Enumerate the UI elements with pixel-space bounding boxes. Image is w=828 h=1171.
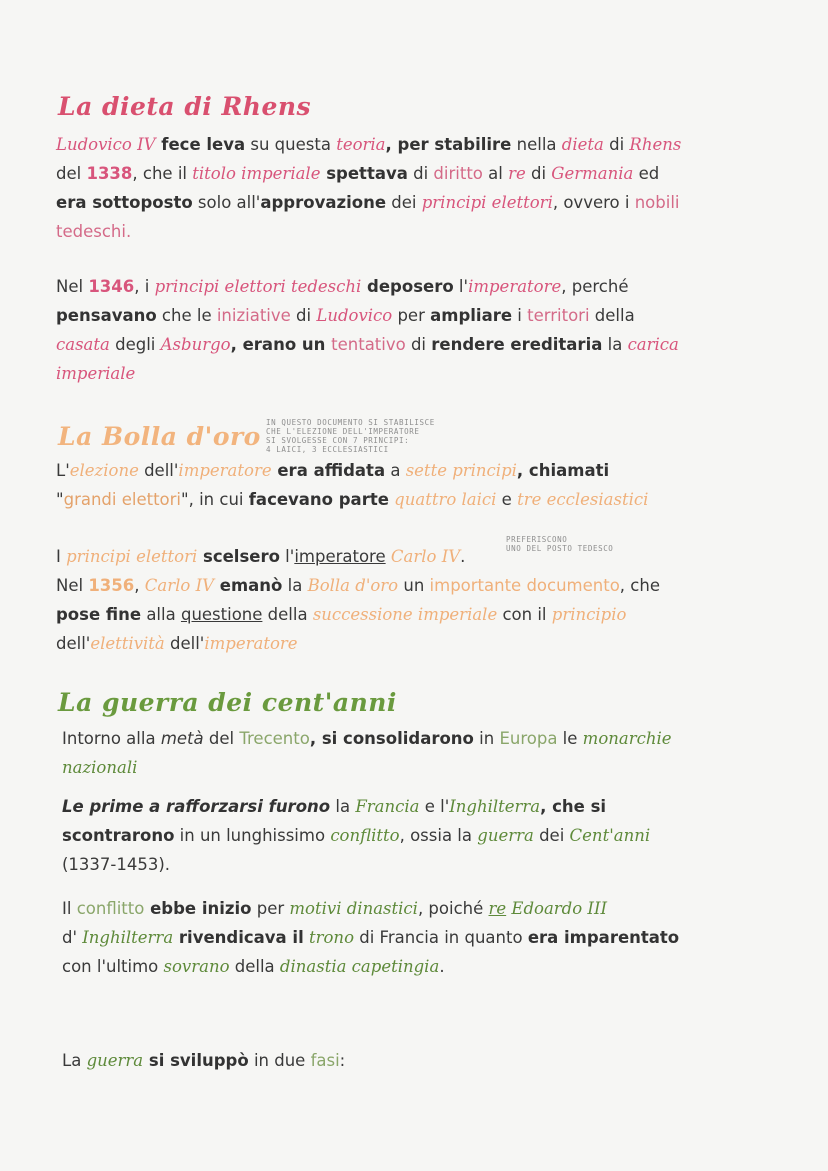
text-span: dieta: [561, 135, 604, 154]
text-span: imperatore: [468, 277, 562, 296]
text-span: , che il: [132, 164, 193, 183]
text-span: per: [392, 306, 431, 325]
text-span: I: [56, 547, 67, 566]
text-span: che le: [156, 306, 217, 325]
paragraph-bolla-2: [56, 542, 776, 658]
text-span: Inghilterra: [449, 797, 541, 816]
text-span: , si consolidarono: [309, 729, 474, 748]
text-span: la: [602, 335, 628, 354]
text-span: rivendicava il: [173, 928, 304, 947]
text-span: Cent'anni: [569, 826, 651, 845]
text-span: tentativo: [331, 335, 406, 354]
text-span: , ossia la: [399, 826, 478, 845]
text-span: Nel: [56, 576, 89, 595]
text-span: in due: [248, 1051, 311, 1070]
text-span: facevano parte: [248, 490, 389, 509]
text-span: solo all': [192, 193, 261, 212]
text-span: principi elettori tedeschi: [154, 277, 362, 296]
text-span: della: [262, 605, 313, 624]
text-span: trono: [308, 928, 354, 947]
text-span: monarchie: [582, 729, 672, 748]
text-span: principi elettori: [421, 193, 553, 212]
text-span: Carlo IV: [144, 576, 215, 595]
text-span: era imparentato: [527, 928, 680, 947]
text-span: per: [251, 899, 290, 918]
text-span: di: [603, 135, 630, 154]
text-span: , erano un: [230, 335, 332, 354]
text-span: metà: [160, 729, 204, 748]
text-span: , perché: [561, 277, 629, 296]
text-span: Inghilterra: [82, 928, 174, 947]
text-span: 1338: [86, 164, 133, 183]
handwritten-note-preferiscono: PREFERISCONO UNO DEL POSTO TEDESCO: [506, 535, 614, 553]
paragraph-guerra-1: [62, 724, 777, 782]
text-span: guerra: [86, 1051, 144, 1070]
text-span: di: [407, 164, 434, 183]
text-span: deposero: [361, 277, 454, 296]
text-span: pose fine: [56, 605, 142, 624]
text-span: e: [496, 490, 518, 509]
text-span: Intorno alla: [62, 729, 161, 748]
text-span: Nel: [56, 277, 89, 296]
text-span: sovrano: [163, 957, 230, 976]
text-span: dinastia capetingia: [279, 957, 440, 976]
text-span: conflitto: [330, 826, 400, 845]
text-span: ": [56, 490, 64, 509]
text-span: approvazione: [260, 193, 387, 212]
text-span: di: [290, 306, 317, 325]
text-span: della: [229, 957, 280, 976]
text-span: le: [557, 729, 583, 748]
text-span: dei: [386, 193, 422, 212]
text-span: l': [279, 547, 295, 566]
text-span: sette principi: [405, 461, 517, 480]
text-span: L': [56, 461, 70, 480]
text-span: la: [330, 797, 356, 816]
text-span: Europa: [499, 729, 558, 748]
text-span: l': [453, 277, 469, 296]
text-span: di: [405, 335, 432, 354]
text-span: elezione: [69, 461, 139, 480]
text-span: , chiamati: [516, 461, 610, 480]
text-span: guerra: [477, 826, 534, 845]
paragraph-dieta-rhens-1: [56, 130, 776, 246]
text-span: Asburgo: [160, 335, 231, 354]
text-span: Trecento: [239, 729, 310, 748]
text-span: principi elettori: [66, 547, 198, 566]
text-span: , che si: [540, 797, 607, 816]
text-span: su questa: [245, 135, 337, 154]
text-span: conflitto: [76, 899, 145, 918]
text-span: fasi: [310, 1051, 340, 1070]
text-span: di: [525, 164, 552, 183]
text-span: alla: [141, 605, 181, 624]
text-span: re: [488, 899, 507, 918]
section-title-guerra-cent-anni: La guerra dei cent'anni: [58, 688, 397, 717]
text-span: ebbe inizio: [144, 899, 252, 918]
text-span: titolo imperiale: [192, 164, 321, 183]
text-span: Carlo IV: [390, 547, 461, 566]
text-span: a: [385, 461, 406, 480]
text-span: dei: [533, 826, 570, 845]
text-span: Ludovico IV: [56, 135, 156, 154]
text-span: imperiale: [56, 364, 136, 383]
text-span: carica: [627, 335, 679, 354]
paragraph-guerra-4: [62, 1046, 777, 1075]
text-span: , i: [134, 277, 155, 296]
text-span: fece leva: [155, 135, 246, 154]
text-span: Ludovico: [316, 306, 393, 325]
text-span: (1337-1453).: [62, 855, 171, 874]
paragraph-bolla-1: [56, 456, 776, 514]
text-span: la: [282, 576, 308, 595]
text-span: spettava: [320, 164, 408, 183]
text-span: pensavano: [56, 306, 157, 325]
text-span: si sviluppò: [143, 1051, 249, 1070]
text-span: nobili: [634, 193, 680, 212]
text-span: del: [56, 164, 87, 183]
text-span: imperatore: [204, 634, 298, 653]
text-span: quattro laici: [394, 490, 497, 509]
text-span: ampliare: [430, 306, 513, 325]
paragraph-guerra-2: [62, 792, 777, 879]
section-title-bolla-d-oro: La Bolla d'oro: [58, 422, 261, 451]
text-span: con l'ultimo: [62, 957, 164, 976]
text-span: :: [339, 1051, 346, 1070]
text-span: , ovvero i: [552, 193, 635, 212]
text-span: Il: [62, 899, 77, 918]
text-span: casata: [56, 335, 110, 354]
text-span: Rhens: [629, 135, 682, 154]
text-span: teoria: [336, 135, 386, 154]
text-span: re: [508, 164, 526, 183]
text-span: ed: [633, 164, 660, 183]
text-span: in un lunghissimo: [174, 826, 331, 845]
text-span: in: [473, 729, 500, 748]
text-span: degli: [109, 335, 161, 354]
text-span: Francia: [355, 797, 420, 816]
text-span: grandi elettori: [63, 490, 182, 509]
text-span: 1346: [88, 277, 135, 296]
text-span: un: [398, 576, 430, 595]
text-span: della: [589, 306, 635, 325]
text-span: iniziative: [216, 306, 291, 325]
text-span: i: [512, 306, 528, 325]
text-span: nella: [511, 135, 562, 154]
text-span: imperatore: [178, 461, 272, 480]
text-span: , che: [619, 576, 660, 595]
paragraph-dieta-rhens-2: [56, 272, 776, 388]
text-span: importante documento: [429, 576, 620, 595]
text-span: , per stabilire: [385, 135, 512, 154]
text-span: rendere ereditaria: [431, 335, 603, 354]
text-span: principio: [551, 605, 627, 624]
text-span: scontrarono: [62, 826, 175, 845]
text-span: nazionali: [62, 758, 138, 777]
text-span: La: [62, 1051, 87, 1070]
text-span: successione imperiale: [312, 605, 498, 624]
text-span: del: [203, 729, 240, 748]
text-span: ", in cui: [181, 490, 249, 509]
text-span: dell': [164, 634, 205, 653]
text-span: emanò: [214, 576, 283, 595]
text-span: Le prime a rafforzarsi furono: [62, 797, 331, 816]
text-span: dell': [56, 634, 91, 653]
text-span: elettività: [90, 634, 165, 653]
text-span: Bolla d'oro: [307, 576, 399, 595]
section-title-dieta-di-rhens: La dieta di Rhens: [58, 92, 312, 121]
text-span: era affidata: [271, 461, 386, 480]
handwritten-note-elezione: IN QUESTO DOCUMENTO SI STABILISCE CHE L'ELEZIONE DELL'IMPERATORE SI SVOLGESSE CON 7 PRINCIPI: 4 LAICI, 3 ECCLESIASTICI: [266, 418, 435, 454]
text-span: .: [460, 547, 466, 566]
text-span: Germania: [551, 164, 634, 183]
text-span: scelsero: [197, 547, 280, 566]
text-span: diritto: [433, 164, 483, 183]
text-span: di Francia in quanto: [354, 928, 528, 947]
text-span: tedeschi.: [56, 222, 132, 241]
text-span: e l': [419, 797, 450, 816]
text-span: dell': [138, 461, 179, 480]
text-span: al: [482, 164, 509, 183]
text-span: .: [439, 957, 445, 976]
text-span: Edoardo III: [511, 899, 607, 918]
text-span: questione: [180, 605, 263, 624]
text-span: tre ecclesiastici: [517, 490, 649, 509]
text-span: , poiché: [417, 899, 489, 918]
text-span: era sottoposto: [56, 193, 193, 212]
text-span: con il: [497, 605, 552, 624]
text-span: territori: [527, 306, 590, 325]
text-span: motivi dinastici: [289, 899, 418, 918]
text-span: d': [62, 928, 83, 947]
paragraph-guerra-3: [62, 894, 777, 981]
text-span: ,: [134, 576, 145, 595]
text-span: imperatore: [294, 547, 386, 566]
text-span: 1356: [88, 576, 135, 595]
